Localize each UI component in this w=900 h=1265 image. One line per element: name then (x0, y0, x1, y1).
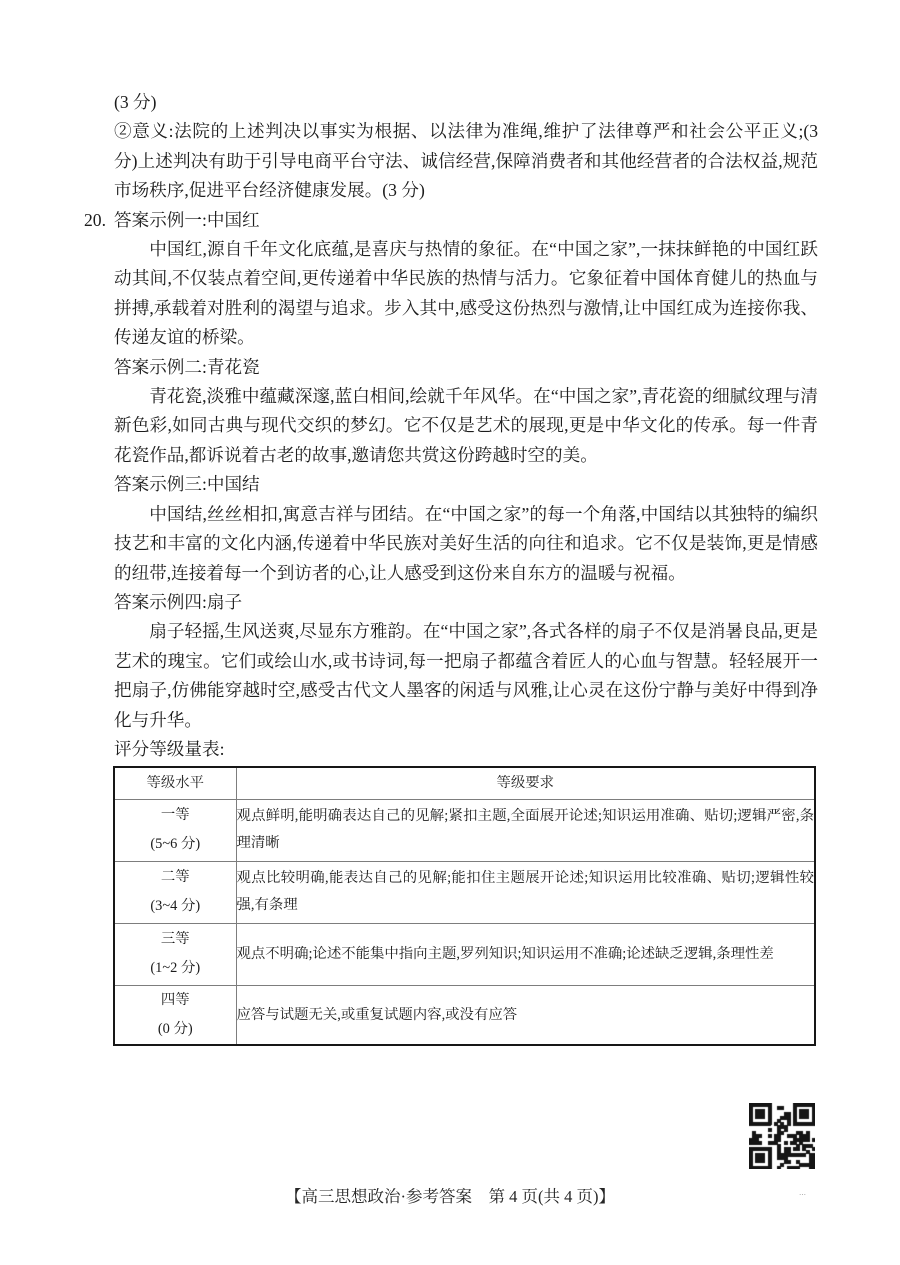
table-row (114, 799, 815, 861)
q19-score-note: (3 分) (114, 92, 157, 112)
example-paragraph-2: 青花瓷,淡雅中蕴藏深邃,蓝白相间,绘就千年风华。在“中国之家”,青花瓷的细腻纹理与清新色彩,如同古典与现代交织的梦幻。它不仅是艺术的展现,更是中华文化的传承。每一件青花瓷作品,都诉说着古老的故事,邀请您共赏这份跨越时空的美。 (114, 386, 818, 465)
rubric-score: (3~4 分) (150, 898, 201, 915)
rubric-level-cell (114, 923, 236, 985)
example-title-1: 答案示例一:中国红 (114, 209, 260, 230)
table-row (114, 985, 815, 1045)
q19-meaning-paragraph: ②意义:法院的上述判决以事实为根据、以法律为准绳,维护了法律尊严和社会公平正义;(3 分)上述判决有助于引导电商平台守法、诚信经营,保障消费者和其他经营者的合法权益,规范市场秩序,促进平台经济健康发展。(3 分) (114, 121, 818, 201)
rubric-level-cell (114, 985, 236, 1045)
rubric-requirement: 观点鲜明,能明确表达自己的见解;紧扣主题,全面展开论述;知识运用准确、贴切;逻辑严密,条理清晰 (236, 799, 815, 861)
example-paragraph-1: 中国红,源自千年文化底蕴,是喜庆与热情的象征。在“中国之家”,一抹抹鲜艳的中国红跃动其间,不仅装点着空间,更传递着中华民族的热情与活力。它象征着中国体育健儿的热血与拼搏,承载着对胜利的渴望与追求。步入其中,感受这份热烈与激情,让中国红成为连接你我、传递友谊的桥梁。 (114, 239, 818, 348)
rubric-level-cell (114, 799, 236, 861)
q20-heading (84, 206, 818, 235)
rubric-level: 一等 (160, 807, 190, 824)
example-title-3: 答案示例三:中国结 (114, 474, 260, 495)
table-row (114, 861, 815, 923)
question-number: 20. (84, 209, 106, 230)
rubric-header-level: 等级水平 (114, 767, 236, 799)
rubric-score: (0 分) (157, 1021, 193, 1038)
qr-code (749, 1103, 815, 1169)
rubric-level: 四等 (160, 992, 190, 1009)
rubric-header-row (114, 767, 815, 799)
rubric-requirement: 观点不明确;论述不能集中指向主题,罗列知识;知识运用不准确;论述缺乏逻辑,条理性差 (236, 923, 815, 985)
example-title-2: 答案示例二:青花瓷 (114, 356, 260, 377)
table-row (114, 923, 815, 985)
example-paragraph-4: 扇子轻摇,生风送爽,尽显东方雅韵。在“中国之家”,各式各样的扇子不仅是消暑良品,更是艺术的瑰宝。它们或绘山水,或书诗词,每一把扇子都蕴含着匠人的心血与智慧。轻轻展开一把扇子,仿佛能穿越时空,感受古代文人墨客的闲适与风雅,让心灵在这份宁静与美好中得到净化与升华。 (114, 621, 818, 730)
rubric-label: 评分等级量表: (114, 738, 225, 759)
rubric-table (113, 766, 816, 1046)
rubric-score: (1~2 分) (150, 960, 201, 977)
document-body (84, 88, 818, 1046)
example-paragraph-3: 中国结,丝丝相扣,寓意吉祥与团结。在“中国之家”的每一个角落,中国结以其独特的编织技艺和丰富的文化内涵,传递着中华民族对美好生活的向往和追求。它不仅是装饰,更是情感的纽带,连接着每一个到访者的心,让人感受到这份来自东方的温暖与祝福。 (114, 503, 818, 583)
rubric-requirement: 应答与试题无关,或重复试题内容,或没有应答 (236, 985, 815, 1045)
rubric-score: (5~6 分) (150, 836, 201, 853)
rubric-level: 三等 (160, 931, 190, 948)
rubric-level: 二等 (160, 869, 190, 886)
rubric-requirement: 观点比较明确,能表达自己的见解;能扣住主题展开论述;知识运用比较准确、贴切;逻辑性较强,有条理 (236, 861, 815, 923)
example-title-4: 答案示例四:扇子 (114, 591, 243, 612)
page-footer: 【高三思想政治·参考答案 第 4 页(共 4 页)】 (285, 1187, 615, 1206)
rubric-header-requirement: 等级要求 (236, 767, 815, 799)
rubric-level-cell (114, 861, 236, 923)
print-artifact-mark: ⋯ (799, 1191, 808, 1199)
